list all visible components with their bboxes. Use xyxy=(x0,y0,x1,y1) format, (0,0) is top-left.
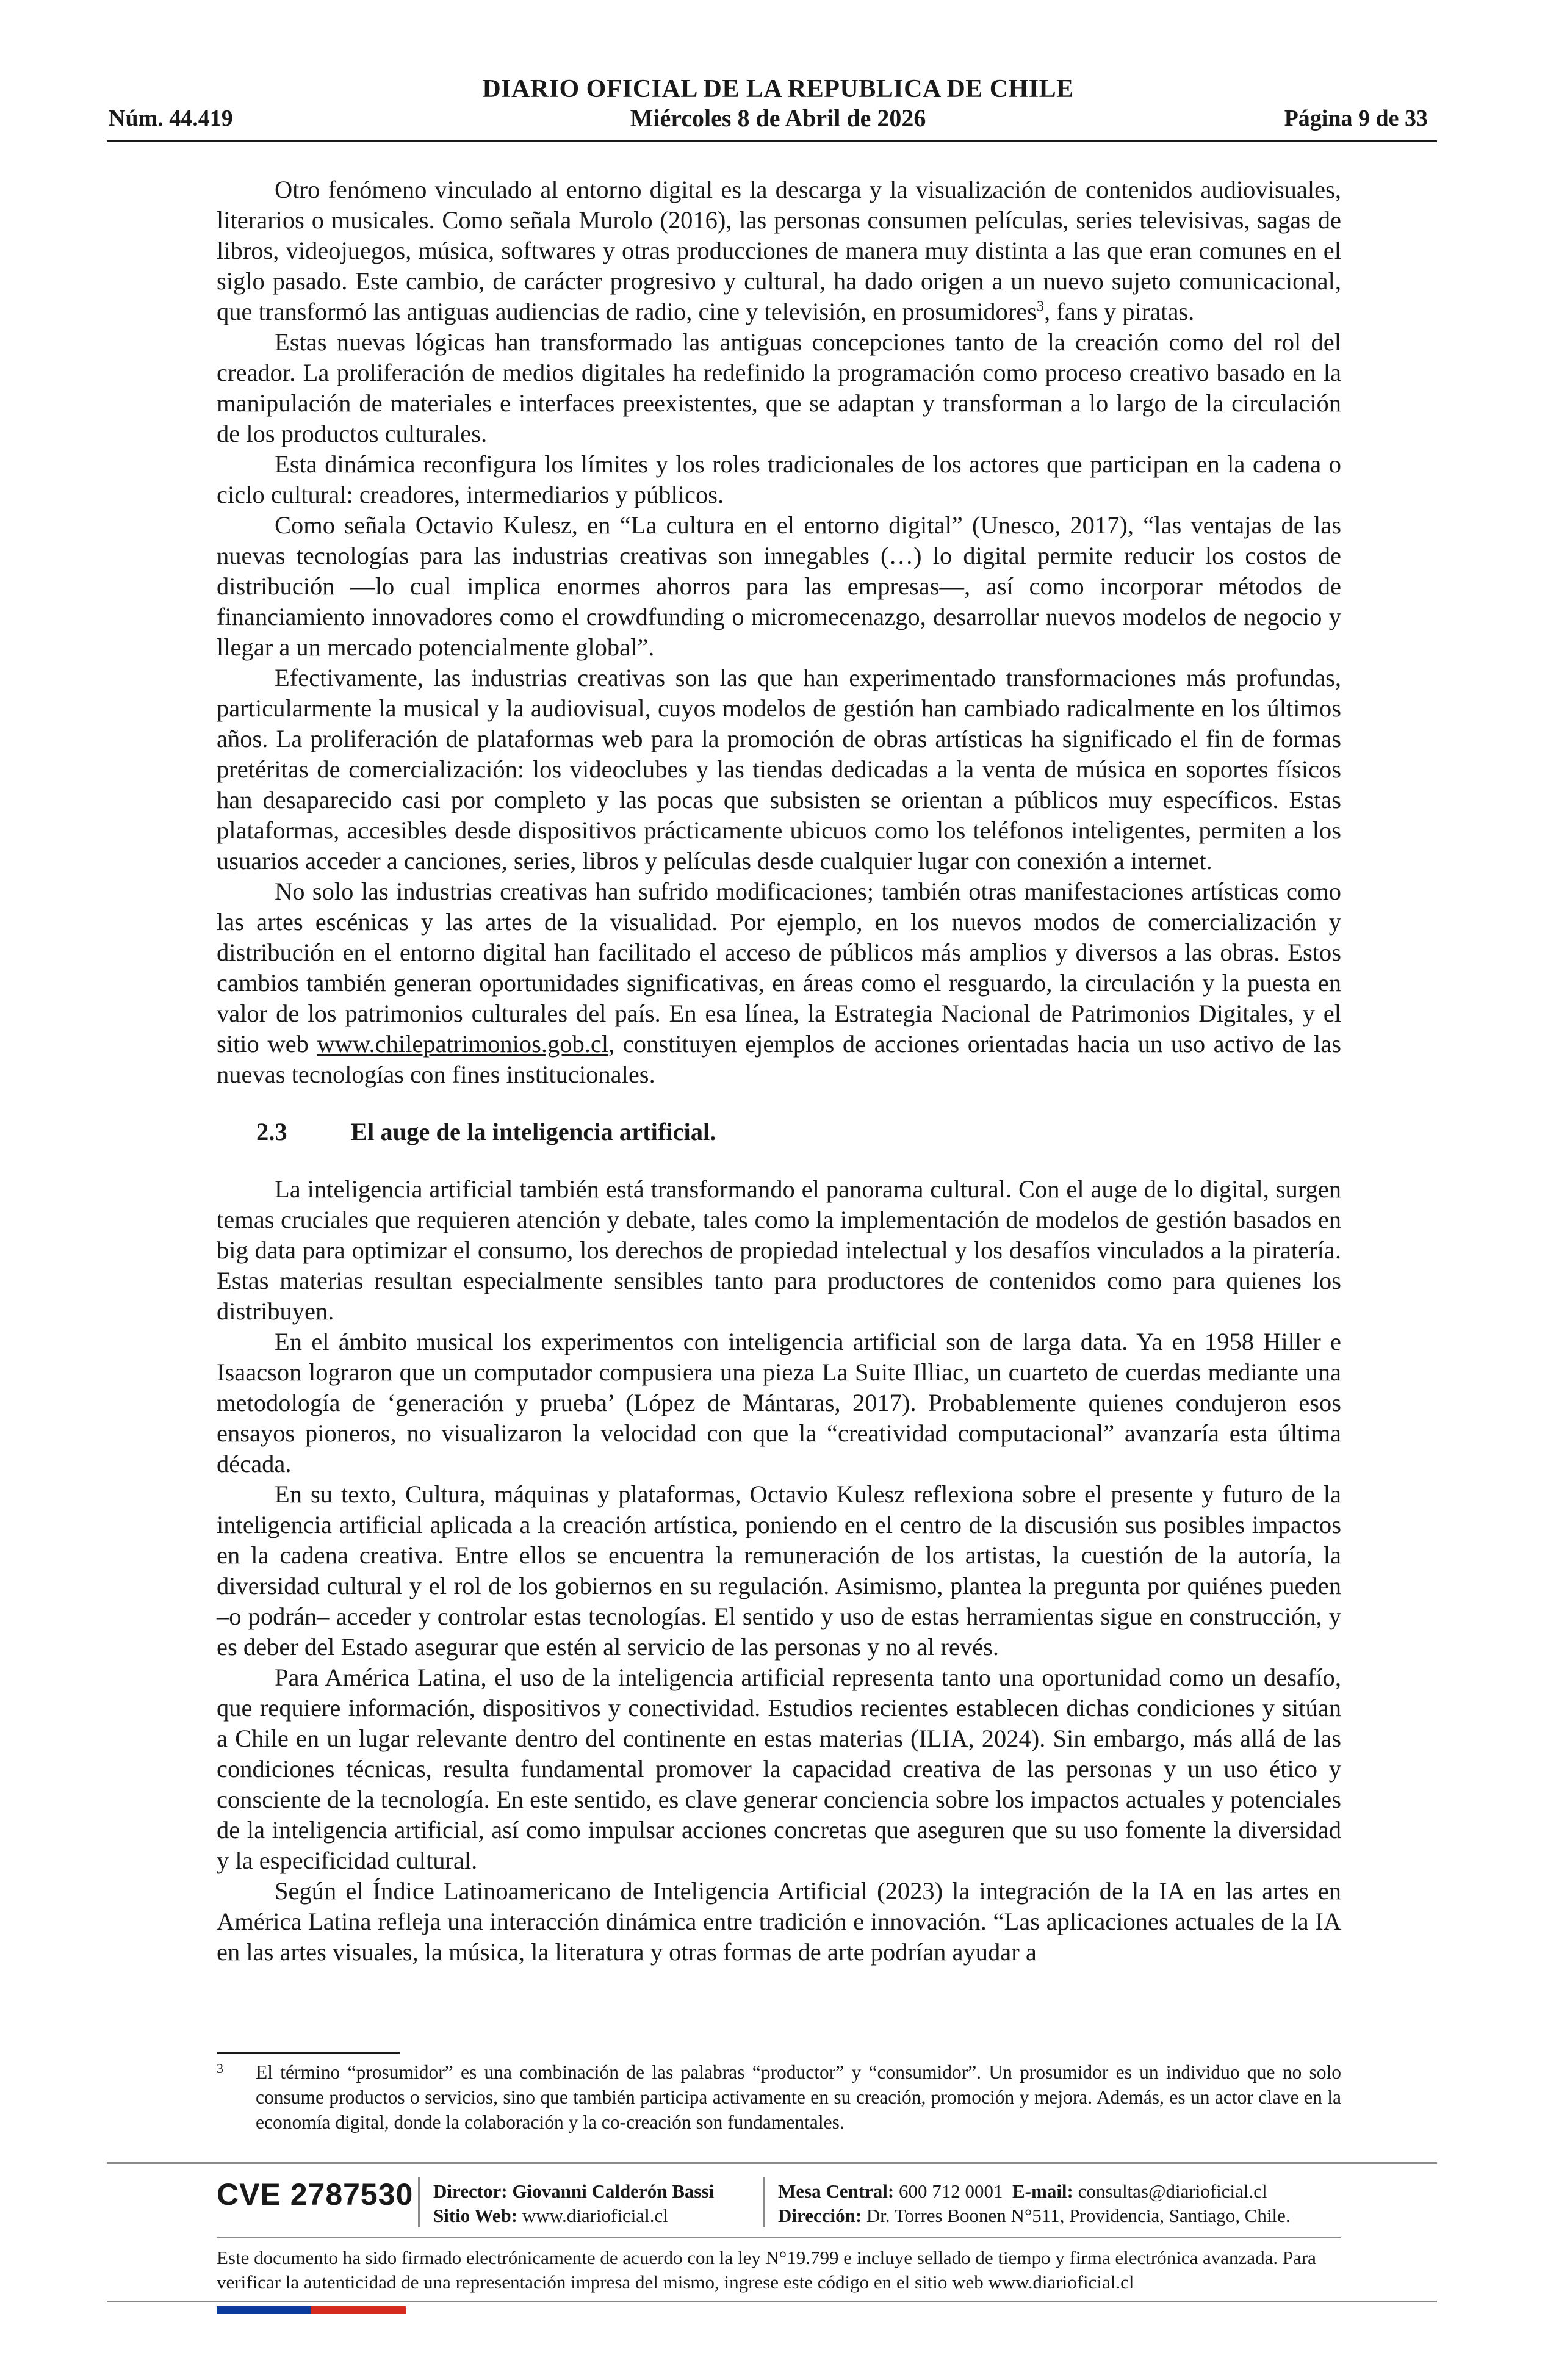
flag-stripe xyxy=(217,2306,406,2314)
cve-code: CVE 2787530 xyxy=(217,2177,414,2212)
section-title: El auge de la inteligencia artificial. xyxy=(351,1118,716,1145)
footnote xyxy=(217,2060,1341,2135)
legal-notice: Este documento ha sido firmado electrónicamente de acuerdo con la ley N°19.799 e incluye sellado de tiempo y firma electrónica avanzada. Para verificar la autenticidad de una representación impresa del mismo, ingrese este código en el sitio web www.diarioficial.cl xyxy=(217,2247,1316,2293)
footnote-reference[interactable]: 3 xyxy=(1037,298,1044,315)
director-info: Director: Giovanni Calderón Bassi Sitio Web: www.diarioficial.cl xyxy=(433,2180,715,2226)
paragraph: En el ámbito musical los experimentos con inteligencia artificial son de larga data. Ya en 1958 Hiller e Isaacson lograron que un computador compusiera una pieza La Suite Illiac, un cuarteto de cuerdas mediante una metodología de ‘generación y prueba’ (López de Mántaras, 2017). Probablemente quienes condujeron esos ensayos pioneros, no visualizaron la velocidad con que la “creatividad computacional” avanzaría esta última década. xyxy=(217,1328,1341,1477)
footer-separator xyxy=(418,2177,420,2227)
footnote-mark: 3 xyxy=(217,2061,223,2076)
footer-divider xyxy=(217,2237,1341,2238)
paragraph: No solo las industrias creativas han sufrido modificaciones; también otras manifestaciones artísticas como las artes escénicas y las artes de la visualidad. Por ejemplo, en los nuevos modos de comercialización y distribución en el entorno digital han facilitado el acceso de públicos más amplios y diversos a las obras. Estos cambios también generan oportunidades significativas, en áreas como el resguardo, la circulación y la puesta en valor de los patrimonios culturales del país. En esa línea, la Estrategia Nacional de Patrimonios Digitales, y el sitio web www.chilepatrimonios.gob.cl, constituyen ejemplos de acciones orientadas hacia un uso activo de las nuevas tecnologías con fines institucionales. xyxy=(217,878,1342,1088)
footnote-divider xyxy=(217,2052,400,2054)
flag-blue-band xyxy=(217,2306,311,2314)
section-heading xyxy=(256,1117,1341,1147)
footer-separator xyxy=(763,2177,765,2227)
footnote-text: El término “prosumidor” es una combinación de las palabras “productor” y “consumidor”. Un prosumidor es un individuo que no solo consume productos o servicios, sino que también participa activamente en su creación, promoción y mejora. Además, es un actor clave en la economía digital, donde la colaboración y la co-creación son fundamentales. xyxy=(256,2061,1341,2133)
section-number: 2.3 xyxy=(256,1118,287,1145)
paragraph: Estas nuevas lógicas han transformado las antiguas concepciones tanto de la creación como del rol del creador. La proliferación de medios digitales ha redefinido la programación como proceso creativo basado en la manipulación de materiales e interfaces preexistentes, que se adaptan y transforman a lo largo de la circulación de los productos culturales. xyxy=(217,328,1341,447)
footer-divider xyxy=(107,2301,1437,2302)
header-divider xyxy=(107,140,1437,142)
paragraph: Otro fenómeno vinculado al entorno digital es la descarga y la visualización de contenidos audiovisuales, literarios o musicales. Como señala Murolo (2016), las personas consumen películas, series televisivas, sagas de libros, videojuegos, música, softwares y otras producciones de manera muy distinta a las que eran comunes en el siglo pasado. Este cambio, de carácter progresivo y cultural, ha dado origen a un nuevo sujeto comunicacional, que transformó las antiguas audiencias de radio, cine y televisión, en prosumidores$^3$, fans y piratas. xyxy=(217,176,1341,325)
paragraph: Como señala Octavio Kulesz, en “La cultura en el entorno digital” (Unesco, 2017), “las ventajas de las nuevas tecnologías para las industrias creativas son innegables (…) lo digital permite reducir los costos de distribución —lo cual implica enormes ahorros para las empresas—, así como incorporar métodos de financiamiento innovadores como el crowdfunding o micromecenazgo, desarrollar nuevos modelos de negocio y llegar a un mercado potencialmente global”. xyxy=(217,511,1341,661)
paragraph: Esta dinámica reconfigura los límites y los roles tradicionales de los actores que participan en la cadena o ciclo cultural: creadores, intermediarios y públicos. xyxy=(217,450,1341,508)
paragraph: Efectivamente, las industrias creativas son las que han experimentado transformaciones más profundas, particularmente la musical y la audiovisual, cuyos modelos de gestión han cambiado radicalmente en los últimos años. La proliferación de plataformas web para la promoción de obras artísticas ha significado el fin de formas pretéritas de comercialización: los videoclubes y las tiendas dedicadas a la venta de música en soportes físicos han desaparecido casi por completo y las pocas que subsisten se orientan a públicos muy específicos. Estas plataformas, accesibles desde dispositivos prácticamente ubicuos como los teléfonos inteligentes, permiten a los usuarios acceder a canciones, series, libros y películas desde cualquier lugar con conexión a internet. xyxy=(217,664,1341,874)
paragraph: En su texto, Cultura, máquinas y plataformas, Octavio Kulesz reflexiona sobre el presente y futuro de la inteligencia artificial aplicada a la creación artística, poniendo en el centro de la discusión sus posibles impactos en la cadena creativa. Entre ellos se encuentra la remuneración de los artistas, la cuestión de la autoría, la diversidad cultural y el rol de los gobiernos en su regulación. Asimismo, plantea la pregunta por quiénes pueden –o podrán– acceder y controlar estas tecnologías. El sentido y uso de estas herramientas sigue en construcción, y es deber del Estado asegurar que estén al servicio de las personas y no al revés. xyxy=(217,1480,1341,1661)
paragraph: Según el Índice Latinoamericano de Inteligencia Artificial (2023) la integración de la IA en las artes en América Latina refleja una interacción dinámica entre tradición e innovación. “Las aplicaciones actuales de la IA en las artes visuales, la música, la literatura y otras formas de arte podrían ayudar a xyxy=(217,1877,1341,1966)
email-link[interactable]: consultas@diarioficial.cl xyxy=(1078,2180,1267,2202)
contact-info: Mesa Central: 600 712 0001 E-mail: consultas@diarioficial.cl Dirección: Dr. Torres Boonen N°511, Providencia, Santiago, Chile. xyxy=(778,2180,1291,2226)
body-text xyxy=(217,175,1341,1967)
gazette-title: DIARIO OFICIAL DE LA REPUBLICA DE CHILE xyxy=(482,75,1074,103)
paragraph: La inteligencia artificial también está transformando el panorama cultural. Con el auge de lo digital, surgen temas cruciales que requieren atención y debate, tales como la implementación de modelos de gestión basados en big data para optimizar el consumo, los derechos de propiedad intelectual y los desafíos vinculados a la piratería. Estas materias resultan especialmente sensibles tanto para productores de contenidos como para quienes los distribuyen. xyxy=(217,1175,1341,1325)
footer-divider xyxy=(107,2162,1437,2164)
flag-red-band xyxy=(311,2306,406,2314)
website-link[interactable]: www.diarioficial.cl xyxy=(522,2205,668,2226)
patrimonios-link[interactable]: www.chilepatrimonios.gob.cl xyxy=(317,1030,609,1058)
page-indicator: Página 9 de 33 xyxy=(1284,106,1428,131)
issue-date: Miércoles 8 de Abril de 2026 xyxy=(630,104,926,132)
issue-number: Núm. 44.419 xyxy=(109,106,233,131)
paragraph: Para América Latina, el uso de la inteligencia artificial representa tanto una oportunidad como un desafío, que requiere información, dispositivos y conectividad. Estudios recientes establecen dichas condiciones y sitúan a Chile en un lugar relevante dentro del continente en estas materias (ILIA, 2024). Sin embargo, más allá de las condiciones técnicas, resulta fundamental promover la capacidad creativa de las personas y un uso ético y consciente de la tecnología. En este sentido, es clave generar conciencia sobre los impactos actuales y potenciales de la inteligencia artificial, así como impulsar acciones concretas que aseguren que su uso fomente la diversidad y la especificidad cultural. xyxy=(217,1664,1341,1874)
